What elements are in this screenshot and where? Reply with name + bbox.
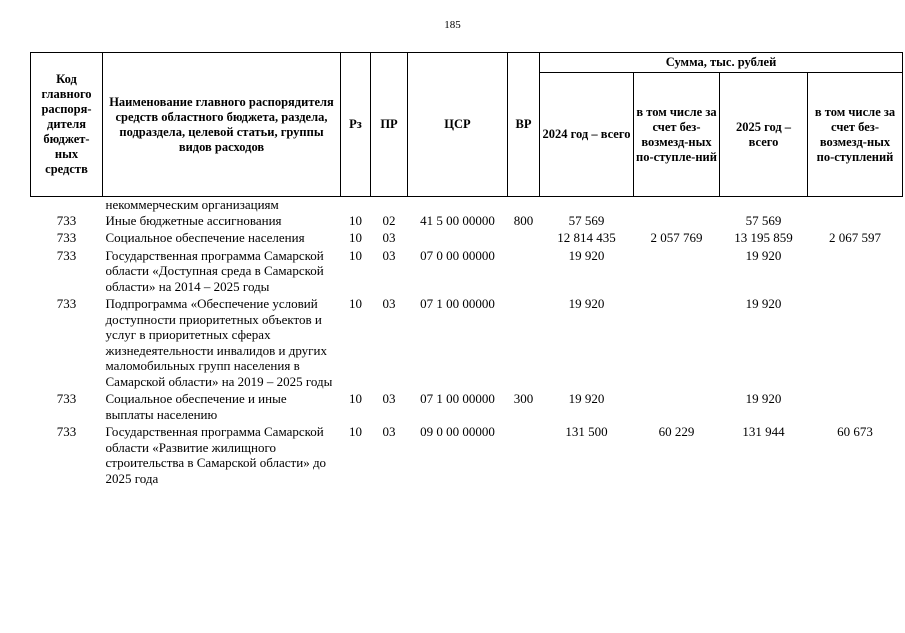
- header-2025-total: 2025 год – всего: [720, 73, 808, 197]
- cell-pr: 03: [382, 296, 396, 311]
- cell-vr: [508, 248, 540, 297]
- cell-free-2025: [808, 197, 903, 213]
- cell-free-2025: [808, 391, 903, 424]
- cell-vr: [508, 197, 540, 213]
- cell-rz: 10: [349, 247, 362, 263]
- cell-name: Подпрограмма «Обеспечение условий доступности приоритетных объектов и услуг в приоритетных сферах жизнедеятельности инвалидов и других маломобильных групп населения в Самарской области» на 2019 – 2025 годы: [105, 296, 333, 389]
- header-2024-free: в том числе за счет без-возмезд-ных по-ступле-ний: [634, 73, 720, 197]
- header-rz: Рз: [341, 53, 371, 197]
- cell-code: [31, 197, 103, 213]
- cell-sum-2024: 19 920: [568, 247, 605, 263]
- cell-name: Государственная программа Самарской области «Развитие жилищного строительства в Самарской области» до 2025 года: [105, 424, 327, 486]
- cell-free-2024: [634, 391, 720, 424]
- header-code: Код главного распоря-дителя бюджет-ных средств: [31, 53, 103, 197]
- cell-vr: [508, 296, 540, 391]
- cell-csr: [408, 197, 508, 213]
- cell-sum-2025: 19 920: [745, 296, 782, 311]
- cell-code: 733: [56, 212, 77, 228]
- table-row: [31, 213, 903, 231]
- table-row: [31, 296, 903, 391]
- cell-csr: 07 1 00 00000: [420, 296, 495, 311]
- cell-vr: 800: [513, 212, 534, 228]
- header-csr: ЦСР: [408, 53, 508, 197]
- table-row: [31, 391, 903, 424]
- cell-code: 733: [56, 424, 77, 439]
- cell-free-2024: [634, 213, 720, 231]
- cell-rz: 10: [349, 230, 362, 245]
- cell-sum-2025: [720, 197, 808, 213]
- cell-sum-2024: [540, 197, 634, 213]
- cell-sum-2025: 131 944: [742, 424, 785, 439]
- header-vr: ВР: [508, 53, 540, 197]
- cell-sum-2024: 131 500: [565, 424, 608, 439]
- cell-free-2025: [808, 296, 903, 391]
- cell-free-2024: [634, 197, 720, 213]
- header-2024-total: 2024 год – всего: [540, 73, 634, 197]
- cell-code: 733: [56, 230, 77, 245]
- cell-code: 733: [56, 296, 77, 311]
- cell-pr: 03: [382, 424, 396, 439]
- cell-pr: [371, 197, 408, 213]
- header-name: Наименование главного распорядителя средств областного бюджета, раздела, подраздела, целевой статьи, группы видов расходов: [103, 53, 341, 197]
- cell-free-2025: 60 673: [837, 424, 873, 439]
- table-header: [31, 53, 903, 197]
- cell-sum-2024: 12 814 435: [557, 230, 616, 245]
- cell-free-2024: [634, 248, 720, 297]
- cell-rz: 10: [349, 296, 362, 311]
- header-sum-group: Сумма, тыс. рублей: [540, 53, 903, 73]
- cell-csr: 41 5 00 00000: [420, 212, 495, 228]
- cell-rz: [341, 197, 371, 213]
- cell-name: Государственная программа Самарской области «Доступная среда в Самарской области» на 2014 – 2025 годы: [105, 247, 324, 294]
- cell-free-2024: 2 057 769: [650, 230, 703, 245]
- cell-sum-2024: 57 569: [568, 212, 605, 228]
- cell-name: Социальное обеспечение и иные выплаты населению: [105, 391, 287, 422]
- cell-sum-2025: 57 569: [745, 212, 782, 228]
- cell-name: Иные бюджетные ассигнования: [105, 212, 282, 228]
- cell-sum-2025: 13 195 859: [734, 230, 793, 245]
- header-2025-free: в том числе за счет без-возмезд-ных по-ступлений: [808, 73, 903, 197]
- cell-free-2024: [634, 296, 720, 391]
- cell-vr: [508, 230, 540, 248]
- cell-rz: 10: [349, 212, 362, 228]
- cell-name: некоммерческим организациям: [105, 197, 279, 212]
- cell-csr: 07 0 00 00000: [420, 247, 495, 263]
- cell-sum-2025: 19 920: [745, 247, 782, 263]
- cell-rz: 10: [349, 391, 362, 406]
- cell-free-2025: [808, 248, 903, 297]
- table-body: [31, 197, 903, 489]
- cell-free-2025: [808, 213, 903, 231]
- table-row: [31, 248, 903, 297]
- cell-pr: 03: [382, 230, 396, 245]
- budget-table: [30, 52, 903, 488]
- cell-free-2024: 60 229: [658, 424, 695, 439]
- cell-sum-2024: 19 920: [568, 296, 605, 311]
- table-row: [31, 230, 903, 248]
- cell-free-2025: 2 067 597: [829, 230, 882, 245]
- table-row: [31, 197, 903, 213]
- cell-pr: 03: [382, 247, 396, 263]
- cell-vr: 300: [513, 391, 534, 406]
- cell-name: Социальное обеспечение населения: [105, 230, 305, 245]
- cell-sum-2025: 19 920: [745, 391, 782, 406]
- page-number: 185: [444, 19, 461, 31]
- header-pr: ПР: [371, 53, 408, 197]
- cell-pr: 02: [382, 212, 396, 228]
- cell-code: 733: [56, 391, 77, 406]
- cell-code: 733: [56, 247, 77, 263]
- cell-rz: 10: [349, 424, 362, 439]
- table-row: [31, 424, 903, 488]
- cell-csr: 07 1 00 00000: [420, 391, 495, 406]
- cell-vr: [508, 424, 540, 488]
- cell-sum-2024: 19 920: [568, 391, 605, 406]
- cell-pr: 03: [382, 391, 396, 406]
- cell-csr: [408, 230, 508, 248]
- cell-csr: 09 0 00 00000: [420, 424, 495, 439]
